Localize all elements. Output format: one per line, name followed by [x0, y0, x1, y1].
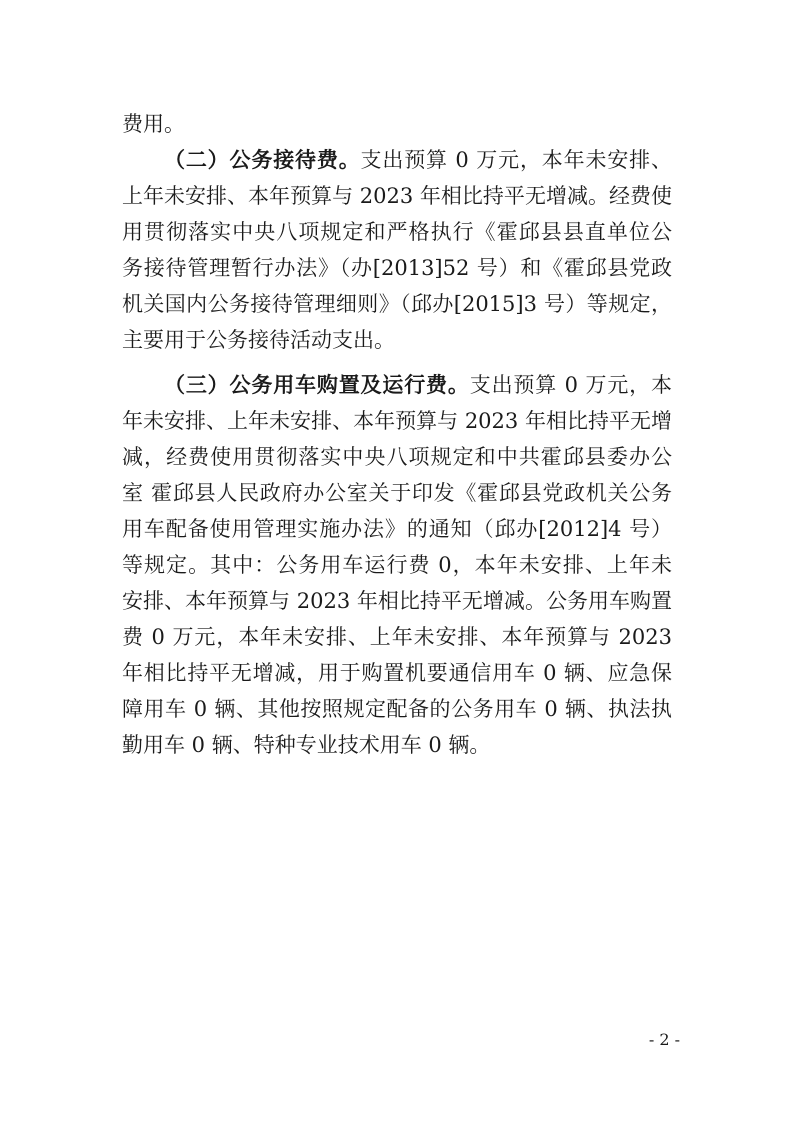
text-line: 上年未安排、本年预算与 2023 年相比持平无增减。经费使	[122, 184, 672, 208]
section-heading-reception: （二）公务接待费。	[164, 147, 361, 172]
text-segment: 支出预算 0 万元，本年未安排、	[360, 148, 672, 172]
text-line: 用车配备使用管理实施办法》的通知（邱办[2012]4 号）	[122, 517, 672, 541]
text-line: 年未安排、上年未安排、本年预算与 2023 年相比持平无增	[122, 409, 672, 433]
text-line: 障用车 0 辆、其他按照规定配备的公务用车 0 辆、执法执	[122, 697, 672, 721]
text-line: 用贯彻落实中央八项规定和严格执行《霍邱县县直单位公	[122, 220, 672, 244]
text-line: 等规定。其中：公务用车运行费 0，本年未安排、上年未	[122, 553, 672, 577]
text-segment: 支出预算 0 万元，本	[469, 373, 673, 397]
text-line: 勤用车 0 辆、特种专业技术用车 0 辆。	[122, 733, 491, 757]
text-line: 费用。	[122, 112, 185, 136]
section-reception-first-line	[164, 142, 672, 178]
section-vehicles-first-line	[164, 367, 672, 403]
text-line: 机关国内公务接待管理细则》（邱办[2015]3 号）等规定，	[122, 292, 672, 316]
text-line: 费 0 万元，本年未安排、上年未安排、本年预算与 2023	[122, 625, 672, 649]
text-line: 务接待管理暂行办法》（办[2013]52 号）和《霍邱县党政	[122, 256, 672, 280]
section-heading-vehicles: （三）公务用车购置及运行费。	[164, 372, 470, 397]
page-number: - 2 -	[648, 1030, 680, 1049]
text-line: 减，经费使用贯彻落实中央八项规定和中共霍邱县委办公	[122, 445, 672, 469]
text-line: 室 霍邱县人民政府办公室关于印发《霍邱县党政机关公务	[122, 481, 672, 505]
text-line: 年相比持平无增减，用于购置机要通信用车 0 辆、应急保	[122, 661, 672, 685]
text-line: 安排、本年预算与 2023 年相比持平无增减。公务用车购置	[122, 589, 672, 613]
text-line: 主要用于公务接待活动支出。	[122, 328, 395, 352]
